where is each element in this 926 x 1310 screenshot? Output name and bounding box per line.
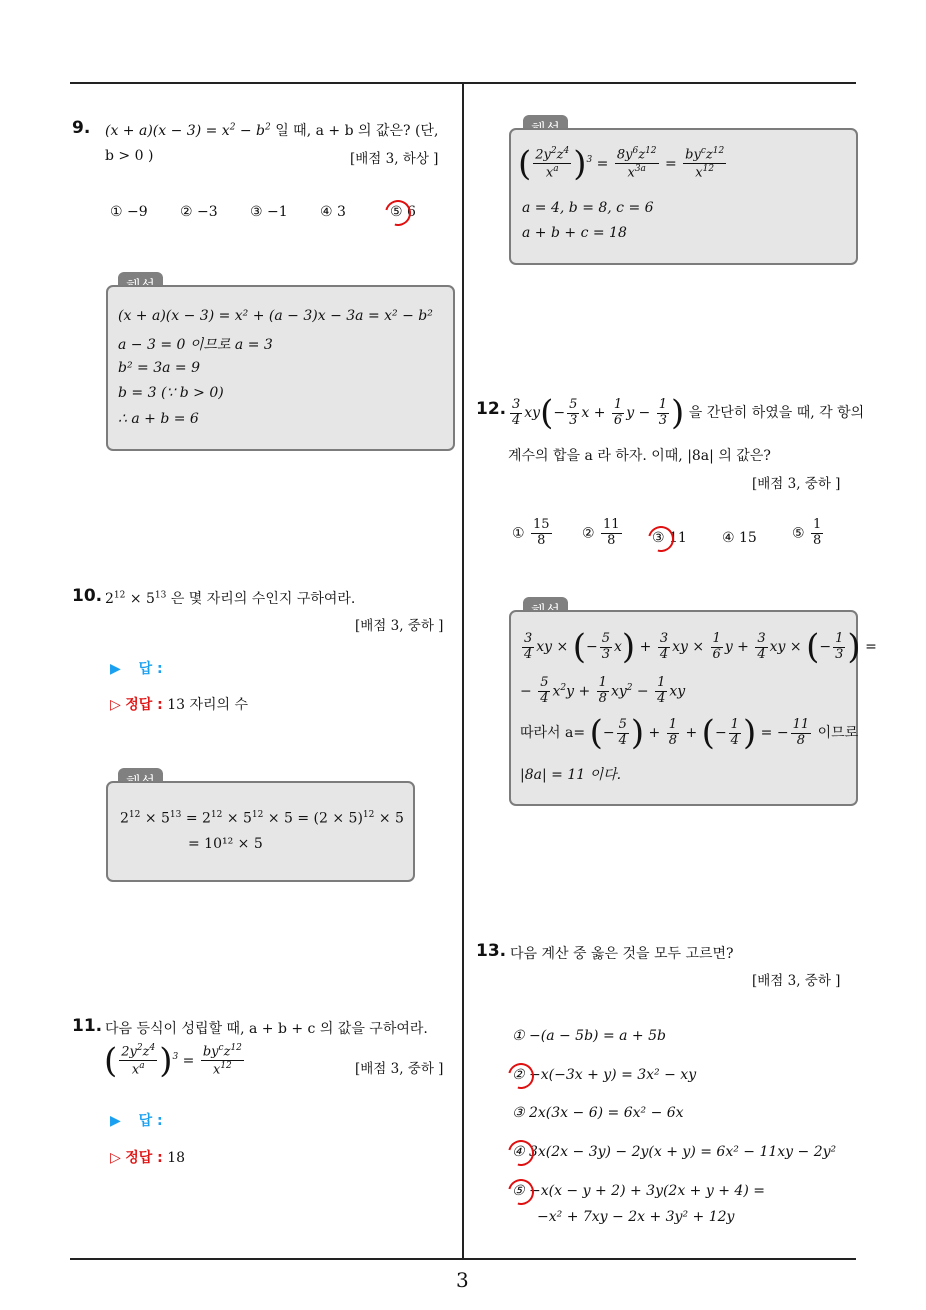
question-11-correct-row [110,1147,185,1167]
question-12-number: 12. [476,399,507,419]
question-11-number: 11. [72,1016,103,1036]
question-13-choice-2[interactable]: ② −x(−3x + y) = 3x² − xy [512,1067,697,1083]
question-12-text-line2: 계수의 합을 a 라 하자. 이때, |8a| 의 값은? [508,448,771,464]
question-9-text-tail: 일 때, a + b 의 값은? (단, [275,123,439,139]
question-11-text: 다음 등식이 성립할 때, a + b + c 의 값을 구하여라. [105,1021,428,1037]
question-13-number: 13. [476,941,507,961]
question-13-choice-5-line2: −x² + 7xy − 2x + 3y² + 12y [537,1209,735,1225]
play-icon: ▶ [110,1113,121,1129]
question-10-number: 10. [72,586,103,606]
answer-mark-circle [503,1174,539,1210]
question-9-choice-5[interactable]: ⑤ 6 [390,204,416,220]
question-10-correct-row [110,694,248,714]
question-9-choice-3[interactable]: ③ −1 [250,204,288,220]
q12-exp-line1: $\frac{3}{4}$ xy × (− $\frac{5}{3}$ x) + $\frac{3}{4}$ xy × $\frac{1}{6}$ y + $\frac{3}{4}$ xy × (− $\frac{1}{3}$ ) = [524,627,877,667]
question-10-text: $2^{12} \times 5^{13}$ 은 몇 자리의 수인지 구하여라. [105,590,356,607]
question-12-choice-2[interactable]: ② $\frac{11}{8}$ [582,517,620,548]
q12-exp-line2: − $\frac{5}{4}$ $x^2y$ + $\frac{1}{8}$ $xy^2$ − $\frac{1}{4}$ xy [520,675,686,706]
question-12-text-tail: 을 간단히 하였을 때, 각 항의 [688,405,865,421]
answer-mark-circle [503,1058,539,1094]
question-10-answer-row [110,658,163,678]
question-10-text-body: 은 몇 자리의 수인지 구하여라. [170,591,356,607]
question-9-choice-2[interactable]: ② −3 [180,204,218,220]
bottom-rule [70,1258,856,1260]
question-12-choice-1[interactable]: ① $\frac{15}{8}$ [512,517,550,548]
question-11-score: [배점 3, 중하 ] [355,1061,444,1077]
play-icon: ▶ [110,661,121,677]
question-13-text: 다음 계산 중 옳은 것을 모두 고르면? [510,946,734,962]
question-10-explanation-box [106,781,415,882]
q12-exp-imeuro: 이므로 [817,725,859,741]
correct-value: 18 [167,1150,186,1166]
page-number: 3 [456,1268,469,1292]
answer-mark-circle [643,521,679,557]
answer-mark-circle [503,1135,539,1171]
question-11-equation: ( $\frac{2y^2z^4}{x^a}$ )$^3$ = $\frac{by^cz^{12}}{x^{12}}$ [104,1040,242,1081]
answer-mark-circle [380,195,416,231]
column-divider [462,82,464,1260]
answer-label: 답 : [138,661,163,677]
question-13-score: [배점 3, 중하 ] [752,973,841,989]
q10-exp-line1: $2^{12} \times 5^{13} = 2^{12} \times 5^{12} \times 5 = (2 \times 5)^{12} \times 5$ [120,810,404,827]
outline-play-icon: ▷ [110,1150,121,1166]
correct-label: 정답 : [125,697,163,713]
question-12-score: [배점 3, 중하 ] [752,476,841,492]
q9-exp-line4: b = 3 (∵ b > 0) [118,385,224,401]
question-13-choice-5[interactable]: ⑤ −x(x − y + 2) + 3y(2x + y + 4) = [512,1183,765,1199]
q11-exp-equation: ( $\frac{2y^2z^4}{x^a}$ )$^3$ = $\frac{8y^6z^{12}}{x^{3a}}$ = $\frac{by^cz^{12}}{x^{12}}$ [518,143,725,184]
answer-label: 답 : [138,1113,163,1129]
question-9-number: 9. [72,118,91,138]
question-9-choice-4[interactable]: ④ 3 [320,204,346,220]
question-13-choice-3[interactable]: ③ 2x(3x − 6) = 6x² − 6x [512,1105,684,1121]
question-12-choice-3[interactable]: ③ 11 [652,530,687,546]
question-9-score: [배점 3, 하상 ] [350,151,439,167]
correct-value: 13 자리의 수 [167,697,249,713]
q11-exp-line2: a = 4, b = 8, c = 6 [522,200,654,216]
question-13-choice-1[interactable]: ① −(a − 5b) = a + 5b [512,1028,666,1044]
q12-exp-line4: |8a| = 11 이다. [520,767,622,783]
question-9-text: $(x + a)(x - 3) = x^2 - b^2$ 일 때, a + b 의 값은? (단, [105,122,439,139]
question-10-score: [배점 3, 중하 ] [355,618,444,634]
q9-exp-line3: b² = 3a = 9 [118,360,200,376]
question-12-expression: $\frac{3}{4}$ xy(− $\frac{5}{3}$ x + $\frac{1}{6}$ y − $\frac{1}{3}$ ) 을 간단히 하였을 때, 각 항의 [512,393,865,433]
question-13-choice-4[interactable]: ④ 3x(2x − 3y) − 2y(x + y) = 6x² − 11xy − 2y² [512,1144,837,1160]
question-12-choice-4[interactable]: ④ 15 [722,530,757,546]
correct-label: 정답 : [125,1150,163,1166]
question-9-text-line2: b > 0 ) [105,148,154,164]
outline-play-icon: ▷ [110,697,121,713]
question-12-choice-5[interactable]: ⑤ $\frac{1}{8}$ [792,517,822,548]
q10-exp-line2: = 10¹² × 5 [188,836,263,852]
q12-exp-ttarase: 따라서 a= [520,725,586,741]
q9-exp-line2: a − 3 = 0 이므로 a = 3 [118,337,273,353]
q9-exp-line5: ∴ a + b = 6 [118,411,199,427]
question-11-answer-row [110,1110,163,1130]
q11-exp-line3: a + b + c = 18 [522,225,627,241]
question-9-choice-1[interactable]: ① −9 [110,204,148,220]
q9-exp-line1: (x + a)(x − 3) = x² + (a − 3)x − 3a = x² − b² [118,308,433,324]
q12-exp-line3: 따라서 a= (− $\frac{5}{4}$ ) + $\frac{1}{8}$ + (− $\frac{1}{4}$ ) = − $\frac{11}{8}$ 이므로 [520,713,859,753]
